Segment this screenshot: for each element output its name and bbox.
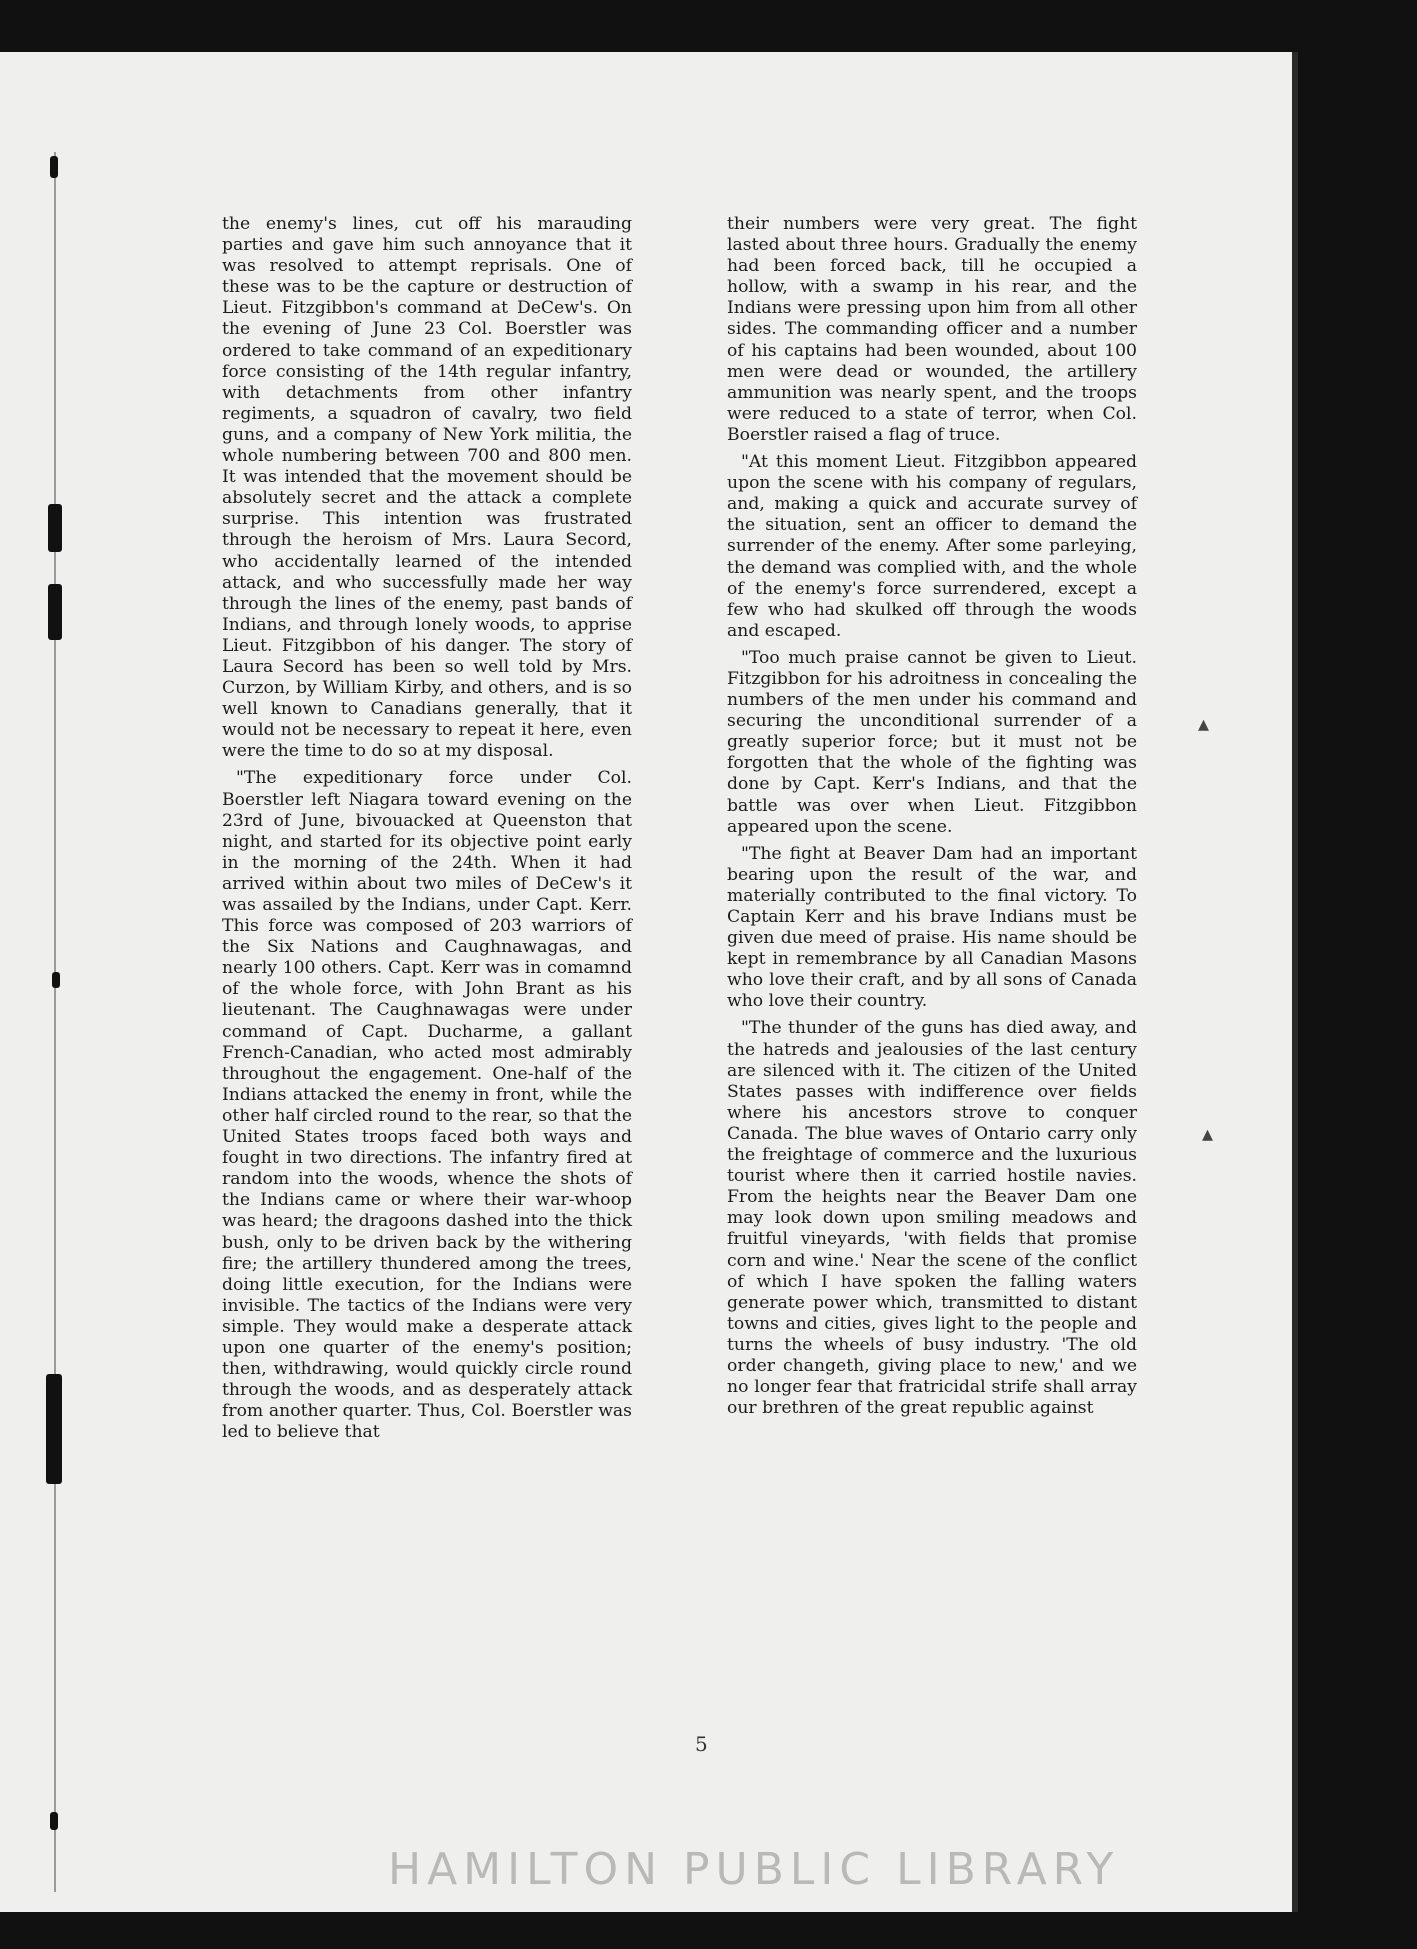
scan-artifact-mark: [50, 1812, 58, 1830]
scan-artifact-mark: ▴: [1198, 712, 1210, 737]
paragraph: "The thunder of the guns has died away, and the hatreds and jealousies of the last century are silenced with it. The citizen of the United States passes with indifference over fields where his ancestors strove to conquer Canada. The blue waves of Ontario carry only the freightage of commerce and the luxurious tourist where then it carried hostile navies. From the heights near the Beaver Dam one may look down upon smiling meadows and fruitful vineyards, 'with fields that promise corn and wine.' Near the scene of the conflict of which I have spoken the falling waters generate power which, transmitted to distant towns and cities, gives light to the people and turns the wheels of busy industry. 'The old order changeth, giving place to new,' and we no longer fear that fratricidal strife shall array our brethren of the great republic against: [727, 1018, 1137, 1419]
paragraph: "The fight at Beaver Dam had an important bearing upon the result of the war, and materially contributed to the final victory. To Captain Kerr and his brave Indians must be given due meed of praise. His name should be kept in remembrance by all Canadian Masons who love their craft, and by all sons of Canada who love their country.: [727, 843, 1137, 1012]
binding-edge: [46, 152, 66, 1892]
scan-artifact-mark: [48, 504, 62, 552]
scan-artifact-mark: [48, 584, 62, 640]
paragraph: "At this moment Lieut. Fitzgibbon appeared upon the scene with his company of regulars, and, making a quick and accurate survey of the situation, sent an officer to demand the surrender of the enemy. After some parleying, the demand was complied with, and the whole of the enemy's force surrendered, except a few who had skulked off through the woods and escaped.: [727, 452, 1137, 641]
scan-artifact-mark: [50, 156, 58, 178]
left-text-column: [222, 214, 632, 1449]
document-page: [0, 52, 1298, 1912]
page-number: 5: [695, 1732, 708, 1756]
margin-rule: [54, 152, 56, 1892]
scan-artifact-mark: ▴: [1202, 1122, 1214, 1147]
paragraph: the enemy's lines, cut off his marauding parties and gave him such annoyance that it was resolved to attempt reprisals. One of these was to be the capture or destruction of Lieut. Fitzgibbon's command at DeCew's. On the evening of June 23 Col. Boerstler was ordered to take command of an expeditionary force consisting of the 14th regular infantry, with detachments from other infantry regiments, a squadron of cavalry, two field guns, and a company of New York militia, the whole numbering between 700 and 800 men. It was intended that the movement should be absolutely secret and the attack a complete surprise. This intention was frustrated through the heroism of Mrs. Laura Secord, who accidentally learned of the intended attack, and who successfully made her way through the lines of the enemy, past bands of Indians, and through lonely woods, to apprise Lieut. Fitzgibbon of his danger. The story of Laura Secord has been so well told by Mrs. Curzon, by William Kirby, and others, and is so well known to Canadians generally, that it would not be necessary to repeat it here, even were the time to do so at my disposal.: [222, 214, 632, 762]
scan-artifact-mark: [46, 1374, 62, 1484]
right-text-column: [727, 214, 1137, 1425]
paragraph: "The expeditionary force under Col. Boerstler left Niagara toward evening on the 23rd of June, bivouacked at Queenston that night, and started for its objective point early in the morning of the 24th. When it had arrived within about two miles of DeCew's it was assailed by the Indians, under Capt. Kerr. This force was composed of 203 warriors of the Six Nations and Caughnawagas, and nearly 100 others. Capt. Kerr was in comamnd of the whole force, with John Brant as his lieutenant. The Caughnawagas were under command of Capt. Ducharme, a gallant French-Canadian, who acted most admirably throughout the engagement. One-half of the Indians attacked the enemy in front, while the other half circled round to the rear, so that the United States troops faced both ways and fought in two directions. The infantry fired at random into the woods, whence the shots of the Indians came or where their war-whoop was heard; the dragoons dashed into the thick bush, only to be driven back by the withering fire; the artillery thundered among the trees, doing little execution, for the Indians were invisible. The tactics of the Indians were very simple. They would make a desperate attack upon one quarter of the enemy's position; then, withdrawing, would quickly circle round through the woods, and as desperately attack from another quarter. Thus, Col. Boerstler was led to believe that: [222, 768, 632, 1443]
paragraph: "Too much praise cannot be given to Lieut. Fitzgibbon for his adroitness in concealing the numbers of the men under his command and securing the unconditional surrender of a greatly superior force; but it must not be forgotten that the whole of the fighting was done by Capt. Kerr's Indians, and that the battle was over when Lieut. Fitzgibbon appeared upon the scene.: [727, 647, 1137, 837]
library-stamp: HAMILTON PUBLIC LIBRARY: [388, 1844, 1120, 1895]
paragraph: their numbers were very great. The fight lasted about three hours. Gradually the enemy had been forced back, till he occupied a hollow, with a swamp in his rear, and the Indians were pressing upon him from all other sides. The commanding officer and a number of his captains had been wounded, about 100 men were dead or wounded, the artillery ammunition was nearly spent, and the troops were reduced to a state of terror, when Col. Boerstler raised a flag of truce.: [727, 214, 1137, 445]
scan-artifact-mark: [52, 972, 60, 988]
